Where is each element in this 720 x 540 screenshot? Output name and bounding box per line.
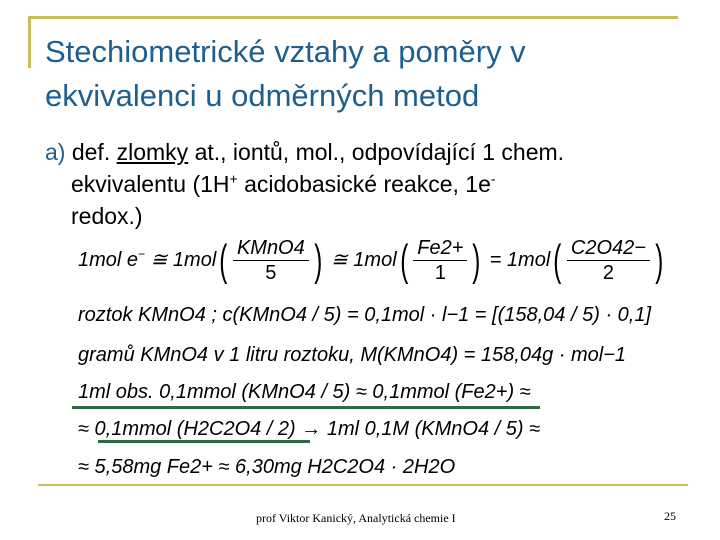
bullet-text-pre: def. (71, 139, 111, 165)
bullet-definition (45, 136, 705, 232)
page-number: 25 (664, 509, 676, 523)
equation-line-6: ≈ 5,58mg Fe2+ ≈ 6,30mg H2C2O4 · 2H2O (78, 456, 456, 478)
bullet-line3: redox.) (71, 203, 143, 229)
green-underline-2 (98, 440, 310, 443)
equation-line-3: gramů KMnO4 v 1 litru roztoku, M(KMnO4) = 158,04g · mol−1 (78, 344, 626, 366)
equation-line-2: roztok KMnO4 ; c(KMnO4 / 5) = 0,1mol · l−1 = [(158,04 / 5) · 0,1] (78, 304, 652, 326)
equation-line-4: 1ml obs. 0,1mmol (KMnO4 / 5) ≈ 0,1mmol (Fe2+) ≈ (78, 381, 531, 403)
frame-bottom-border (38, 484, 688, 486)
frame-top-border (28, 16, 678, 19)
bullet-text-post: at., iontů, mol., odpovídající 1 chem. (194, 139, 565, 165)
equation-line-5: ≈ 0,1mmol (H2C2O4 / 2) → 1ml 0,1M (KMnO4 / 5) ≈ (78, 418, 541, 440)
bullet-underlined: zlomky (116, 139, 189, 165)
slide-title: Stechiometrické vztahy a poměry v ekvivalenci u odměrných metod (45, 34, 526, 113)
equation-line-1: 1mol e− ≅ 1mol( $\frac{\text{KMnO4}}{5}$ ) ≅ 1mol( $\frac{Fe2+}{1}$ ) = 1mol( $\frac{C2O42-}{2}$ ) (78, 235, 664, 285)
fraction-oxalate: $\frac{C2O42-}{2}$ (567, 236, 650, 285)
frame-left-border (28, 16, 31, 68)
bullet-label: a) (45, 139, 66, 165)
fraction-kmno4: $\frac{\text{KMnO4}}{5}$ (233, 236, 309, 285)
footer-author: prof Viktor Kanický, Analytická chemie I (256, 511, 456, 525)
green-underline-1 (72, 406, 540, 409)
bullet-line2: ekvivalentu (1H+ acidobasické reakce, 1e- (71, 170, 496, 197)
fraction-fe: $\frac{Fe2+}{1}$ (413, 236, 467, 285)
